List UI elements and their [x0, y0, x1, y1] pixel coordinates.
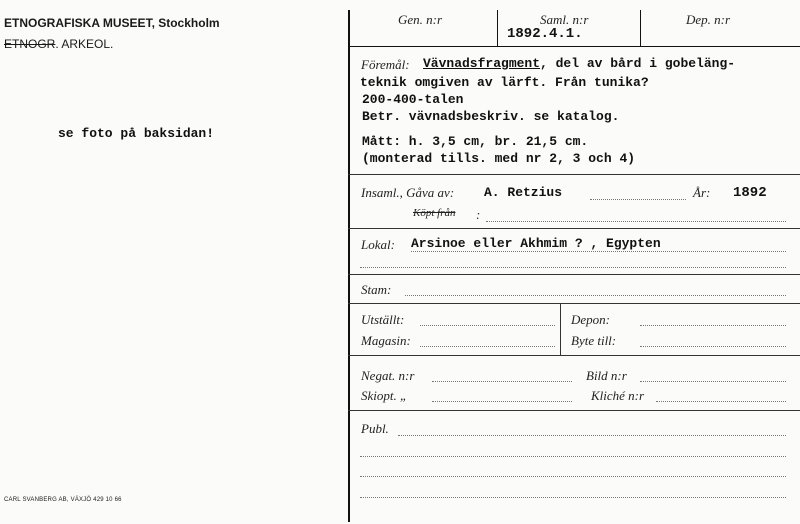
foremal-line4: Betr. vävnadsbeskriv. se katalog. [362, 109, 620, 124]
dep-label: Dep. n:r [686, 12, 731, 27]
department-struck: ETNOGR [4, 37, 56, 51]
publ-dots-3 [360, 476, 786, 477]
magasin-dots [420, 346, 555, 347]
publ-dots-2 [360, 456, 786, 457]
kopt-dots [486, 221, 786, 222]
foremal-line6: (monterad tills. med nr 2, 3 och 4) [362, 151, 636, 166]
utstallt-rule [348, 355, 800, 356]
lokal-rule [348, 274, 800, 275]
lokal-dots-1 [411, 251, 786, 252]
insaml-value: A. Retzius [484, 185, 563, 200]
department-name: . ARKEOL. [55, 37, 114, 51]
gen-label: Gen. n:r [398, 12, 443, 27]
photo-note: se foto på baksidan! [58, 126, 215, 141]
card-left-border [348, 10, 350, 522]
saml-value: 1892.4.1. [507, 26, 583, 42]
negat-dots [432, 381, 572, 382]
header-divider-2 [640, 10, 641, 46]
year-value: 1892 [733, 185, 767, 201]
kopt-label: Köpt från [413, 207, 456, 219]
publ-dots-1 [398, 435, 786, 436]
year-label: År: [693, 185, 711, 200]
stam-rule [348, 303, 800, 304]
publ-dots-4 [360, 497, 786, 498]
negat-label: Negat. n:r [361, 368, 415, 383]
publ-label: Publ. [361, 421, 389, 436]
utstallt-divider [560, 303, 561, 355]
foremal-label: Föremål: [361, 57, 410, 72]
department [4, 37, 113, 51]
stam-label: Stam: [361, 282, 392, 297]
insaml-dots [590, 199, 686, 200]
lokal-value: Arsinoe eller Akhmim ? , Egypten [411, 236, 661, 251]
kopt-colon: : [476, 207, 481, 222]
museum-name: ETNOGRAFISKA MUSEET, Stockholm [4, 16, 220, 30]
foremal-line2: teknik omgiven av lärft. Från tunika? [360, 75, 649, 90]
bild-label: Bild n:r [586, 368, 627, 383]
kliche-dots [656, 401, 786, 402]
lokal-dots-2 [360, 267, 786, 268]
kliche-label: Kliché n:r [591, 388, 645, 403]
foremal-line1 [423, 56, 735, 71]
printer-imprint: CARL SVANBERG AB, VÄXJÖ 429 10 66 [4, 497, 122, 503]
stam-dots [405, 295, 786, 296]
byte-dots [640, 346, 786, 347]
foremal-title: Vävnadsfragment [423, 56, 541, 71]
insaml-rule [348, 228, 800, 229]
utstallt-label: Utställt: [361, 312, 405, 327]
depon-dots [640, 325, 786, 326]
header-rule [348, 46, 800, 47]
foremal-line3: 200-400-talen [362, 92, 464, 107]
bild-dots [640, 381, 786, 382]
depon-label: Depon: [571, 312, 610, 327]
header-divider-1 [497, 10, 498, 46]
utstallt-dots [420, 325, 555, 326]
magasin-label: Magasin: [361, 333, 411, 348]
negat-rule [348, 410, 800, 411]
insaml-label: Insaml., Gåva av: [361, 185, 455, 200]
skiopt-dots [432, 401, 572, 402]
lokal-label: Lokal: [361, 237, 395, 252]
saml-label: Saml. n:r [540, 12, 589, 27]
foremal-line5: Mått: h. 3,5 cm, br. 21,5 cm. [362, 134, 589, 149]
foremal-line1-rest: , del av bård i gobeläng- [540, 56, 736, 71]
byte-label: Byte till: [571, 333, 617, 348]
foremal-rule [348, 174, 800, 175]
skiopt-label: Skiopt. „ [361, 388, 408, 403]
